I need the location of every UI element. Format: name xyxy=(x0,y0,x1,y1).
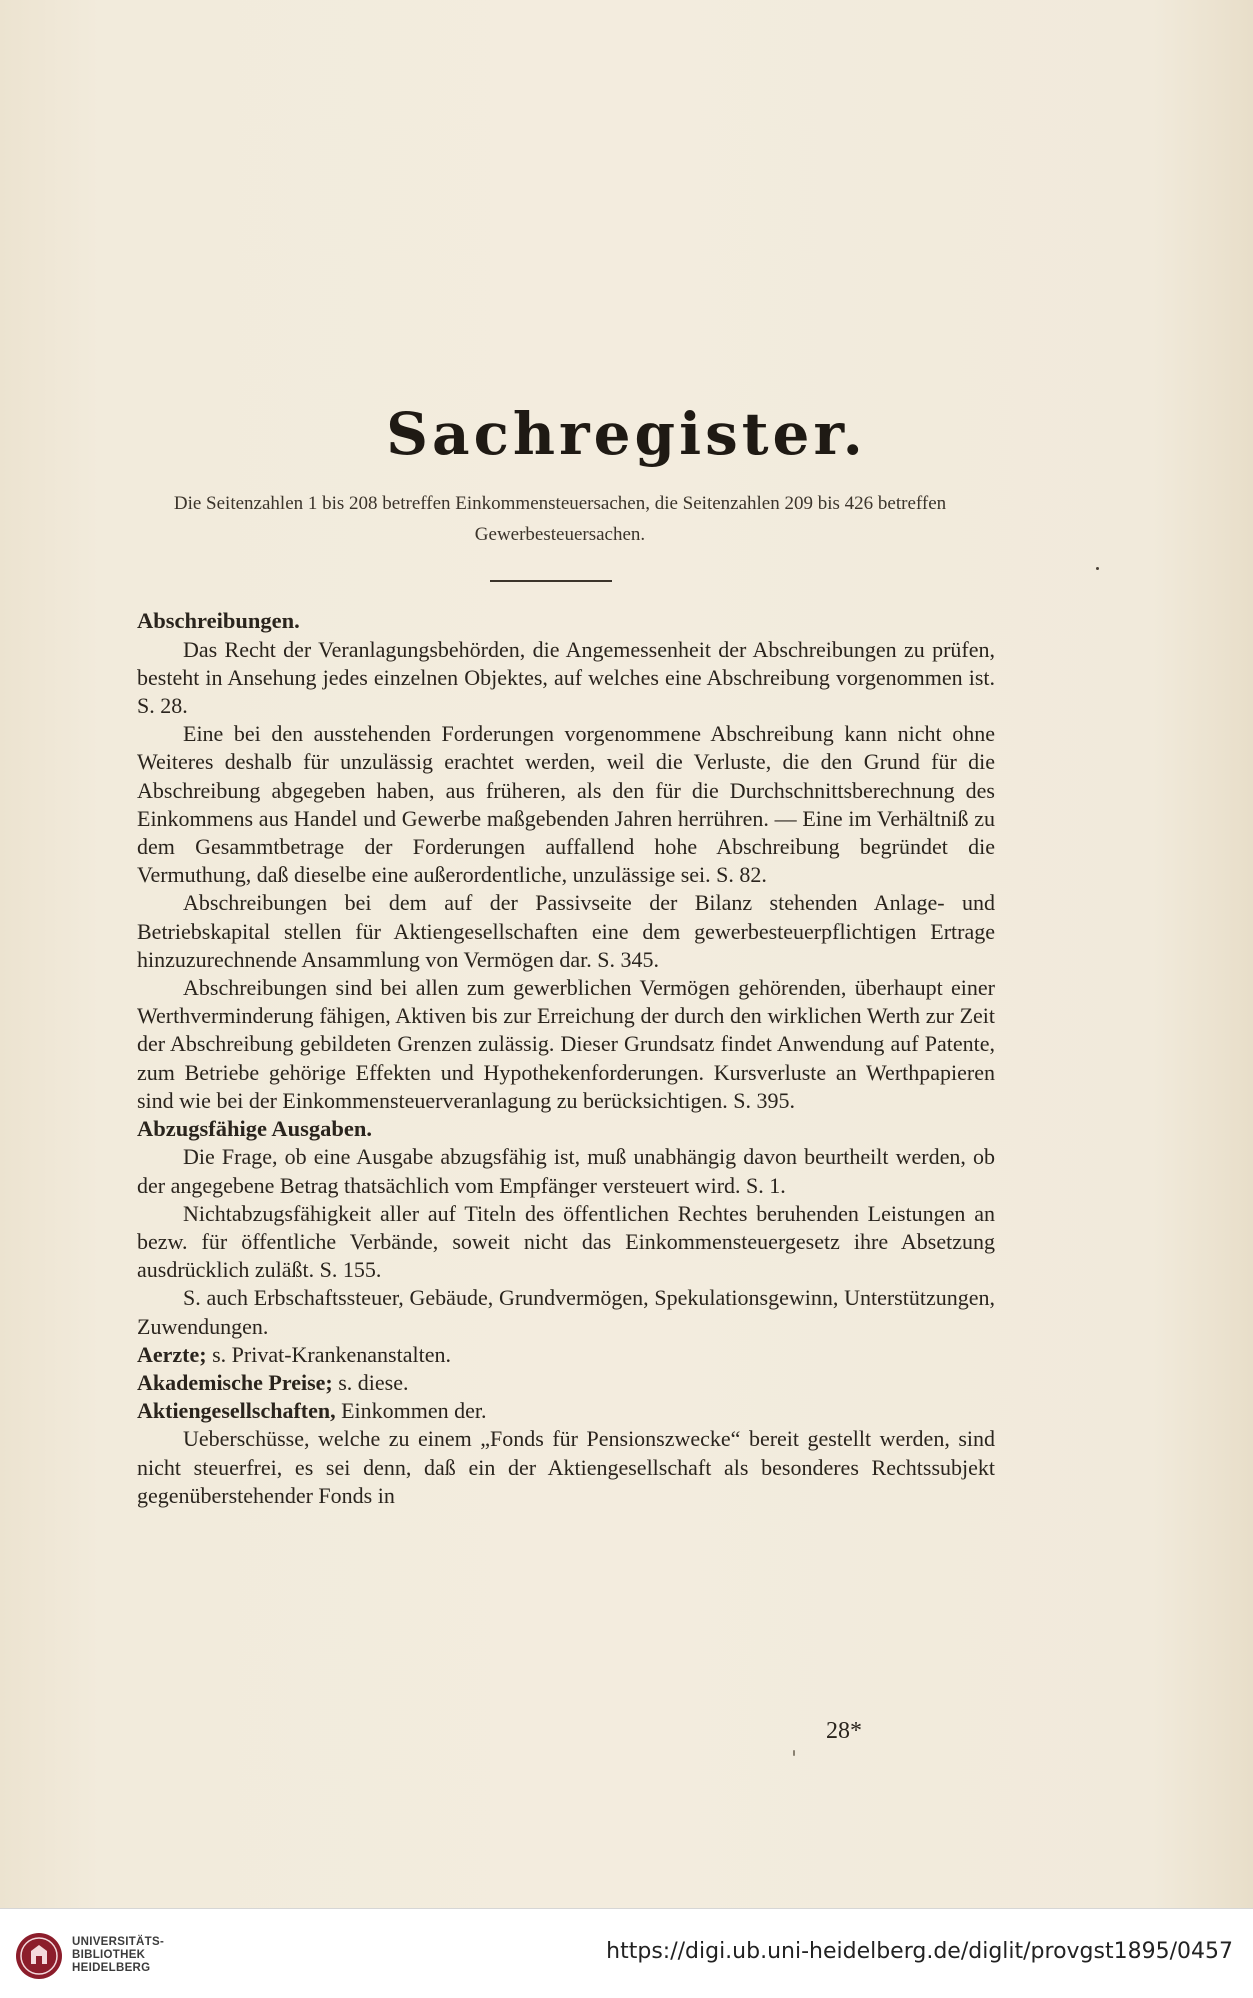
entry-paragraph: Abschreibungen sind bei allen zum gewerblichen Vermögen gehörenden, überhaupt einer Werthverminderung fähigen, Aktiven bis zur Erreichung der durch den wirklichen Werth zur Zeit der Abschreibung gebildeten Grenzen zulässig. Dieser Grundsatz findet Anwendung auf Patente, zum Betriebe gehörige Effekten und Hypothekenforderungen. Kursverluste an Werthpapieren sind wie bei der Einkommensteuerveranlagung zu berücksichtigen. S. 395. xyxy=(137,974,995,1113)
institution-name xyxy=(72,1936,164,1975)
entry-subtitle: Einkommen der. xyxy=(335,1398,487,1424)
paper-speck xyxy=(793,1750,795,1756)
entry-heading: Abschreibungen. xyxy=(137,608,300,633)
institution-line: HEIDELBERG xyxy=(72,1962,151,1974)
index-body xyxy=(137,607,995,1510)
divider-rule xyxy=(490,580,612,582)
entry-reference: s. diese. xyxy=(332,1370,409,1396)
entry-heading: Aktiengesellschaften, xyxy=(137,1398,336,1424)
entry-heading: Akademische Preise; xyxy=(137,1370,333,1396)
entry-paragraph: Eine bei den ausstehenden Forderungen vorgenommene Abschreibung kann nicht ohne Weiteres deshalb für unzulässig erachtet werden, weil die Verluste, die den Grund für die Abschreibung abgegeben haben, aus früheren, als den für die Durchschnittsberechnung des Einkommens aus Handel und Gewerbe maßgebenden Jahren herrühren. — Eine im Verhältniß zu dem Gesammtbetrage der Forderungen auffallend hohe Abschreibung begründet die Vermuthung, daß dieselbe eine außerordentliche, unzulässige sei. S. 82. xyxy=(137,721,995,888)
entry-paragraph: Die Frage, ob eine Ausgabe abzugsfähig ist, muß unabhängig davon beurtheilt werden, ob der angegebene Betrag thatsächlich vom Empfänger versteuert wird. S. 1. xyxy=(137,1144,995,1198)
page-subtitle: Die Seitenzahlen 1 bis 208 betreffen Einkommensteuersachen, die Seitenzahlen 209 bis 426 betreffen Gewerbesteuersachen. xyxy=(173,493,947,545)
paper-speck xyxy=(1096,567,1099,570)
entry-line xyxy=(137,1341,995,1369)
permalink[interactable]: https://digi.ub.uni-heidelberg.de/diglit/provgst1895/0457 xyxy=(606,1939,1233,1964)
entry-paragraph: Das Recht der Veranlagungsbehörden, die Angemessenheit der Abschreibungen zu prüfen, besteht in Ansehung jedes einzelnen Objektes, auf welches eine Abschreibung vorgenommen ist. S. 28. xyxy=(137,636,995,718)
entry-heading: Aerzte; xyxy=(137,1341,207,1367)
page-number: 28* xyxy=(826,1718,862,1744)
entry-paragraph: Nichtabzugsfähigkeit aller auf Titeln des öffentlichen Rechtes beruhenden Leistungen an bezw. für öffentliche Verbände, soweit nicht das Einkommensteuergesetz ihre Absetzung ausdrücklich zuläßt. S. 155. xyxy=(137,1200,995,1283)
entry-paragraph: Abschreibungen bei dem auf der Passivseite der Bilanz stehenden Anlage- und Betriebskapital stellen für Aktiengesellschaften eine dem gewerbesteuerpflichtigen Ertrage hinzuzurechnende Ansammlung von Vermögen dar. S. 345. xyxy=(137,890,995,972)
entry-paragraph: Ueberschüsse, welche zu einem „Fonds für Pensionszwecke“ bereit gestellt werden, sind nicht steuerfrei, es sei denn, daß ein der Aktiengesellschaft als besonderes Rechtssubjekt gegenüberstehender Fonds in xyxy=(137,1426,995,1508)
entry-paragraph: S. auch Erbschaftssteuer, Gebäude, Grundvermögen, Spekulationsgewinn, Unterstützungen, Zuwendungen. xyxy=(137,1285,995,1339)
entry-reference: s. Privat-Krankenanstalten. xyxy=(206,1341,451,1367)
entry-heading: Abzugsfähige Ausgaben. xyxy=(137,1115,373,1141)
entry-line xyxy=(137,1397,995,1425)
page-title: Sachregister. xyxy=(386,400,867,468)
university-seal-icon xyxy=(14,1931,64,1981)
institution-line: BIBLIOTHEK xyxy=(72,1949,146,1961)
entry-line xyxy=(137,1369,995,1397)
viewer-footer xyxy=(0,1908,1253,1998)
institution-line: UNIVERSITÄTS- xyxy=(72,1936,165,1948)
